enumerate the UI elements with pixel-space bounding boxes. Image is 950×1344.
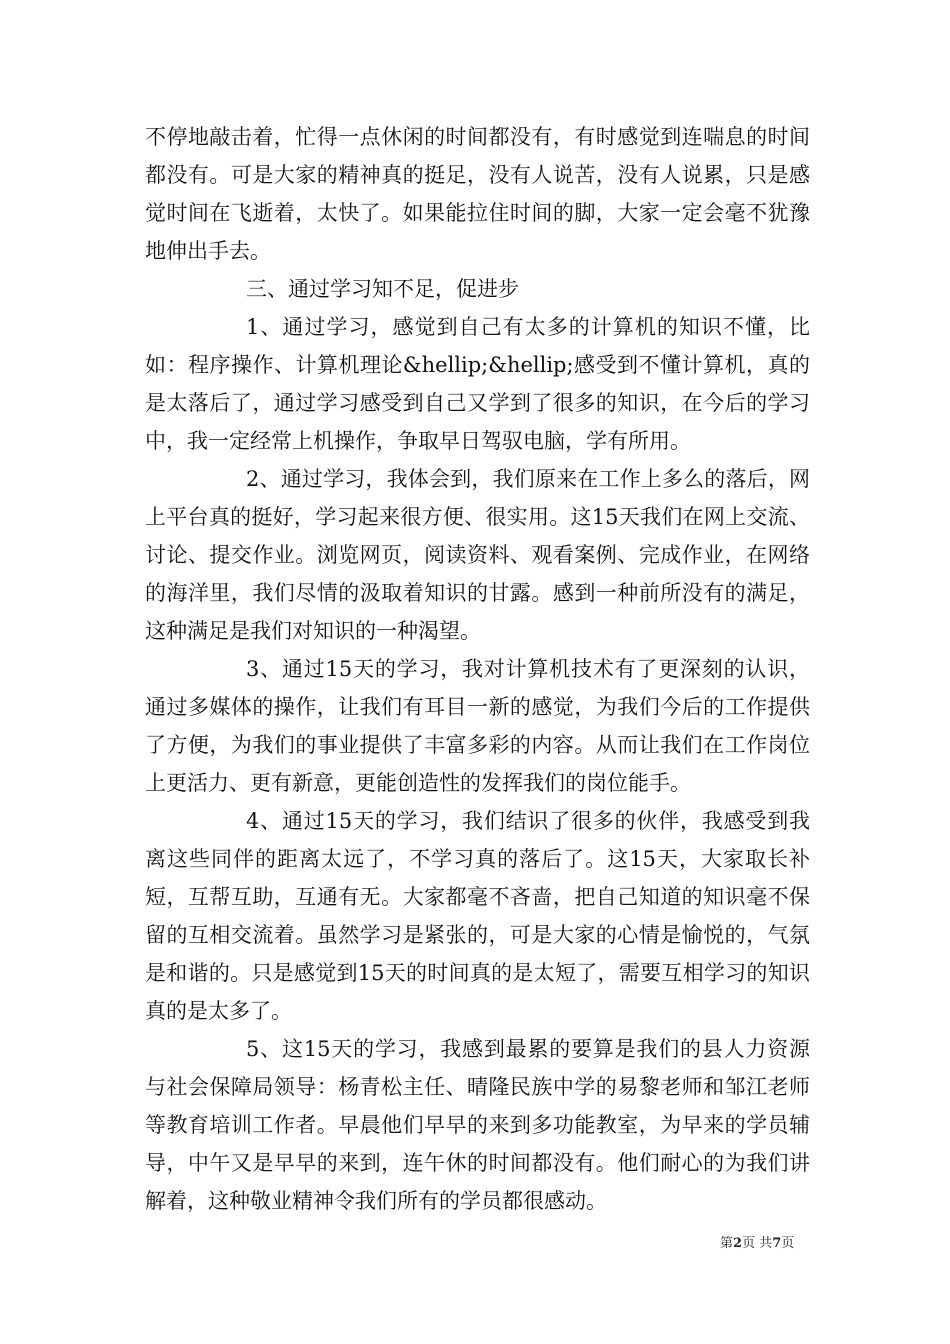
paragraph-item-1: 1、通过学习，感觉到自己有太多的计算机的知识不懂，比如：程序操作、计算机理论&hellip;&hellip;感受到不懂计算机，真的是太落后了，通过学习感受到自己又学到了很多的知识，在今后的学习中，我一定经常上机操作，争取早日驾驭电脑，学有所用。 <box>145 315 810 453</box>
page-number-footer <box>720 1232 794 1251</box>
paragraph-continuation: 不停地敲击着，忙得一点休闲的时间都没有，有时感觉到连喘息的时间都没有。可是大家的精神真的挺足，没有人说苦，没有人说累，只是感觉时间在飞逝着，太快了。如果能拉住时间的脚，大家一定会毫不犹豫地伸出手去。 <box>145 125 810 263</box>
footer-middle: 页 共 <box>742 1236 773 1251</box>
section-heading: 三、通过学习知不足，促进步 <box>246 277 519 301</box>
footer-total-pages: 7 <box>772 1236 782 1251</box>
paragraph-item-4: 4、通过15天的学习，我们结识了很多的伙伴，我感受到我离这些同伴的距离太远了，不学习真的落后了。这15天，大家取长补短，互帮互助，互通有无。大家都毫不吝啬，把自己知道的知识毫不保留的互相交流着。虽然学习是紧张的，可是大家的心情是愉悦的，气氛是和谐的。只是感觉到15天的时间真的是太短了，需要互相学习的知识真的是太多了。 <box>145 809 810 1023</box>
paragraph-item-2: 2、通过学习，我体会到，我们原来在工作上多么的落后，网上平台真的挺好，学习起来很方便、很实用。这15天我们在网上交流、讨论、提交作业。浏览网页，阅读资料、观看案例、完成作业，在网络的海洋里，我们尽情的汲取着知识的甘露。感到一种前所没有的满足，这种满足是我们对知识的一种渴望。 <box>145 467 810 643</box>
paragraph-item-3: 3、通过15天的学习，我对计算机技术有了更深刻的认识，通过多媒体的操作，让我们有耳目一新的感觉，为我们今后的工作提供了方便，为我们的事业提供了丰富多彩的内容。从而让我们在工作岗位上更活力、更有新意，更能创造性的发挥我们的岗位能手。 <box>145 657 810 795</box>
footer-current-page: 2 <box>733 1236 743 1251</box>
footer-prefix: 第 <box>720 1236 734 1251</box>
paragraph-item-5: 5、这15天的学习，我感到最累的要算是我们的县人力资源与社会保障局领导：杨青松主任、晴隆民族中学的易黎老师和邹江老师等教育培训工作者。早晨他们早早的来到多功能教室，为早来的学员辅导，中午又是早早的来到，连午休的时间都没有。他们耐心的为我们讲解着，这种敬业精神令我们所有的学员都很感动。 <box>145 1037 810 1213</box>
footer-suffix: 页 <box>781 1236 795 1251</box>
body-text <box>145 118 810 1220</box>
